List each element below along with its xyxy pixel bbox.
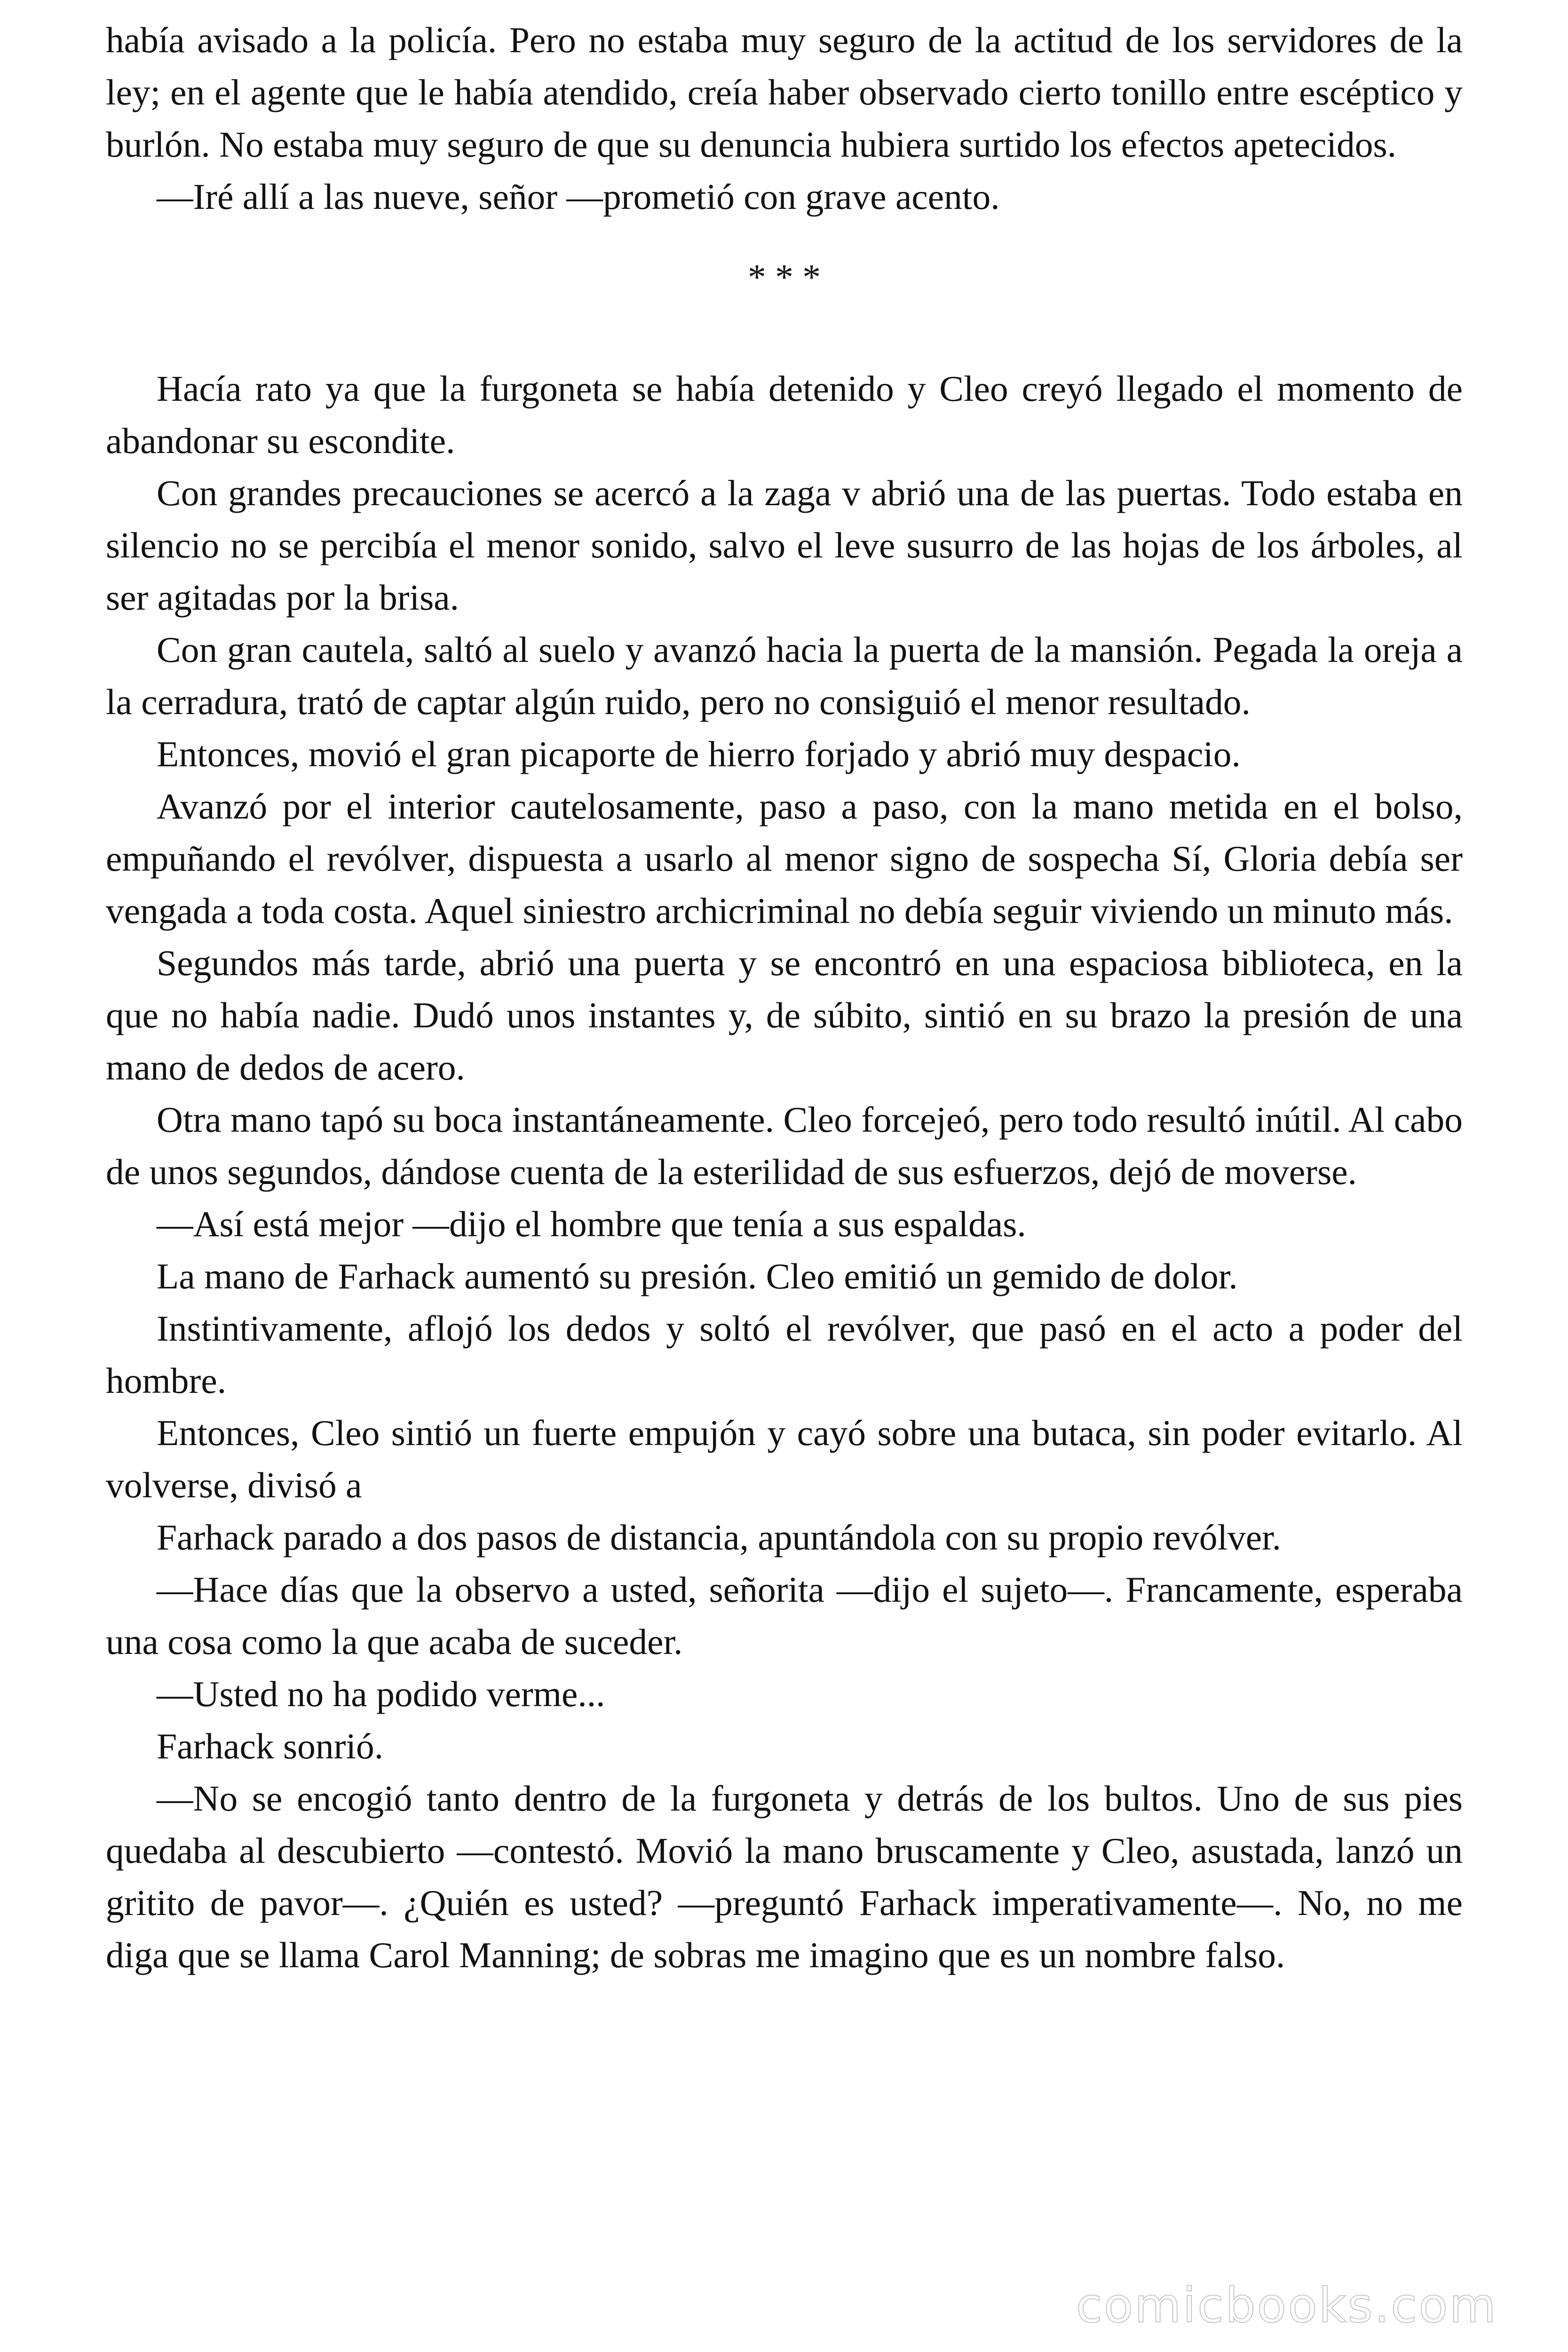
paragraph: Instintivamente, aflojó los dedos y soltó el revólver, que pasó en el acto a poder del hombre. — [106, 1308, 1463, 1401]
paragraph: —Hace días que la observo a usted, señorita —dijo el sujeto—. Francamente, esperaba una cosa como la que acaba de suceder. — [106, 1569, 1463, 1662]
paragraph: —No se encogió tanto dentro de la furgoneta y detrás de los bultos. Uno de sus pies quedaba al descubierto —contestó. Movió la mano bruscamente y Cleo, asustada, lanzó un gritito de pavor—. ¿Quién es usted? —preguntó Farhack imperativamente—. No, no me diga que se llama Carol Manning; de sobras me imagino que es un nombre falso. — [106, 1778, 1463, 1975]
watermark-text: comicbooks.com — [1076, 2278, 1497, 2334]
section-separator: * * * — [748, 257, 821, 297]
paragraph: Farhack parado a dos pasos de distancia, apuntándola con su propio revólver. — [157, 1517, 1282, 1557]
paragraph: Hacía rato ya que la furgoneta se había detenido y Cleo creyó llegado el momento de abandonar su escondite. — [106, 368, 1463, 461]
paragraph: —Usted no ha podido verme... — [157, 1674, 605, 1714]
paragraph: —Así está mejor —dijo el hombre que tenía a sus espaldas. — [157, 1204, 1026, 1244]
paragraph-continuation: había avisado a la policía. Pero no estaba muy seguro de la actitud de los servidores de la ley; en el agente que le había atendido, creía haber observado cierto tonillo entre escéptico y burlón. No estaba muy seguro de que su denuncia hubiera surtido los efectos apetecidos. — [106, 20, 1463, 165]
paragraph: Entonces, movió el gran picaporte de hierro forjado y abrió muy despacio. — [157, 734, 1241, 774]
paragraph: Segundos más tarde, abrió una puerta y se encontró en una espaciosa biblioteca, en la que no había nadie. Dudó unos instantes y, de súbito, sintió en su brazo la presión de una mano de dedos de acero. — [106, 943, 1463, 1088]
paragraph: Otra mano tapó su boca instantáneamente. Cleo forcejeó, pero todo resultó inútil. Al cabo de unos segundos, dándose cuenta de la esterilidad de sus esfuerzos, dejó de moverse. — [106, 1099, 1463, 1192]
paragraph: Con gran cautela, saltó al suelo y avanzó hacia la puerta de la mansión. Pegada la oreja a la cerradura, trató de captar algún ruido, pero no consiguió el menor resultado. — [106, 629, 1463, 722]
book-page — [106, 14, 1463, 2310]
paragraph: Avanzó por el interior cautelosamente, paso a paso, con la mano metida en el bolso, empuñando el revólver, dispuesta a usarlo al menor signo de sospecha Sí, Gloria debía ser vengada a toda costa. Aquel siniestro archicriminal no debía seguir viviendo un minuto más. — [106, 786, 1463, 931]
paragraph: Con grandes precauciones se acercó a la zaga v abrió una de las puertas. Todo estaba en silencio no se percibía el menor sonido, salvo el leve susurro de las hojas de los árboles, al ser agitadas por la brisa. — [106, 473, 1463, 618]
paragraph: —Iré allí a las nueve, señor —prometió con grave acento. — [157, 176, 1000, 217]
paragraph: Farhack sonrió. — [157, 1726, 384, 1766]
paragraph: La mano de Farhack aumentó su presión. Cleo emitió un gemido de dolor. — [157, 1256, 1238, 1296]
paragraph: Entonces, Cleo sintió un fuerte empujón y cayó sobre una butaca, sin poder evitarlo. Al volverse, divisó a — [106, 1413, 1463, 1505]
